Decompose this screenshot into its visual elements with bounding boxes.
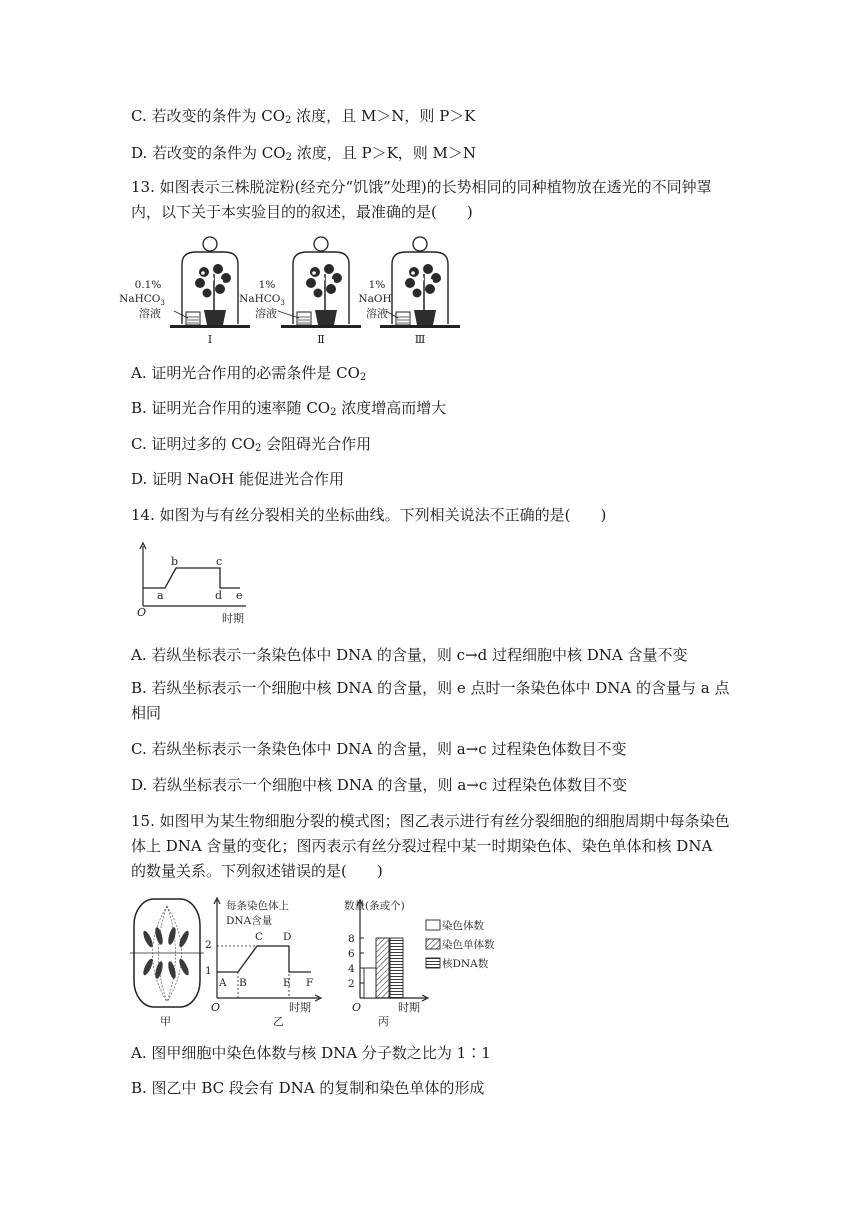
- q15-figure-jia: [128, 894, 208, 1030]
- fig-jia-caption: 甲: [160, 1015, 171, 1028]
- fig-yi-point-C: C: [255, 931, 264, 943]
- fig-bing-ytick-2: 2: [348, 978, 355, 990]
- bell-jar-2: [281, 237, 361, 328]
- fig-yi-origin: O: [211, 1001, 221, 1014]
- q14-xlabel: 时期: [222, 612, 244, 625]
- legend-chromatid: 染色单体数: [442, 939, 495, 951]
- q13-option-d: D. 证明 NaOH 能促进光合作用: [131, 470, 345, 488]
- fig-bing-ytick-4: 4: [348, 963, 355, 975]
- q14-point-a: a: [157, 589, 164, 602]
- q15-option-b: B. 图乙中 BC 段会有 DNA 的复制和染色单体的形成: [131, 1079, 485, 1097]
- jar1-liquid: 溶液: [139, 307, 161, 320]
- q14-stem: 14. 如图为与有丝分裂相关的坐标曲线。下列相关说法不正确的是( ): [131, 506, 607, 524]
- fig-yi-point-E: E: [283, 977, 291, 989]
- fig-bing-bar-3: [390, 938, 403, 998]
- fig-bing-ytick-6: 6: [348, 948, 355, 960]
- jar1-pct: 0.1%: [134, 279, 162, 291]
- q13-option-b: B. 证明光合作用的速率随 $CO_2$ 浓度增高而增大: [131, 399, 447, 418]
- legend-swatch-chromosome: [426, 920, 440, 930]
- jar2-pct: 1%: [258, 279, 276, 291]
- q14-option-c: C. 若纵坐标表示一条染色体中 DNA 的含量，则 a→c 过程染色体数目不变: [131, 740, 627, 758]
- legend-nuclear-dna: 核DNA数: [442, 958, 489, 970]
- fig-bing-caption: 丙: [378, 1015, 389, 1028]
- fig-bing-bar-2: [376, 938, 389, 998]
- fig-yi-ytick-1: 1: [205, 965, 212, 977]
- q12-option-d: D. 若改变的条件为 $CO_2$ 浓度，且 P＞K，则 M＞N: [131, 144, 477, 163]
- legend-swatch-chromatid: [426, 939, 440, 949]
- fig-yi-ylabel2: DNA含量: [226, 915, 273, 927]
- fig-yi-caption: 乙: [273, 1015, 284, 1028]
- q15-figure-bing: [338, 894, 513, 1030]
- q13-stem: 13. 如图表示三株脱淀粉(经充分“饥饿”处理)的长势相同的同种植物放在透光的不同钟罩内，以下关于本实验目的的叙述，最准确的是( ): [131, 178, 712, 221]
- q12-option-c: C. 若改变的条件为 $CO_2$ 浓度，且 M＞N，则 P＞K: [131, 107, 476, 126]
- jar3-liquid: 溶液: [366, 307, 388, 320]
- jar3-chem: NaOH: [358, 293, 392, 305]
- jar2-roman: Ⅱ: [317, 333, 325, 346]
- fig-bing-origin: O: [352, 1001, 362, 1014]
- q14-option-d: D. 若纵坐标表示一个细胞中核 DNA 的含量，则 a→c 过程染色体数目不变: [131, 776, 627, 794]
- q13-bell-jar-figure: [119, 232, 468, 350]
- q15-option-a: A. 图甲细胞中染色体数与核 DNA 分子数之比为 1∶1: [131, 1044, 491, 1062]
- q13-option-a: A. 证明光合作用的必需条件是 $CO_2$: [131, 364, 367, 383]
- q15-stem: 15. 如图甲为某生物细胞分裂的模式图；图乙表示进行有丝分裂细胞的细胞周期中每条染色体上 DNA 含量的变化；图丙表示有丝分裂过程中某一时期染色体、染色单体和核 DNA 的数量关系。下列叙述错误的是( ): [131, 812, 730, 880]
- q14-option-a: A. 若纵坐标表示一条染色体中 DNA 的含量，则 c→d 过程细胞中核 DNA 含量不变: [131, 646, 688, 664]
- fig-yi-ytick-2: 2: [205, 939, 212, 951]
- q14-option-b: B. 若纵坐标表示一个细胞中核 DNA 的含量，则 e 点时一条染色体中 DNA 的含量与 a 点相同: [131, 679, 730, 722]
- legend-chromosome: 染色体数: [442, 920, 484, 932]
- jar2-liquid: 溶液: [255, 307, 277, 320]
- q14-point-d: d: [215, 589, 223, 602]
- fig-yi-point-D: D: [283, 931, 292, 943]
- q14-point-b: b: [171, 555, 179, 568]
- jar1-chem: NaHCO$_3$: [119, 293, 165, 307]
- q14-curve: [143, 568, 240, 588]
- q14-point-e: e: [236, 589, 243, 602]
- fig-yi-xlabel: 时期: [289, 1001, 311, 1014]
- fig-bing-ylabel: 数量(条或个): [344, 900, 405, 912]
- q14-origin: O: [137, 606, 147, 619]
- fig-yi-point-F: F: [306, 977, 314, 989]
- bell-jar-1: [170, 237, 250, 328]
- jar3-pct: 1%: [368, 279, 386, 291]
- jar3-roman: Ⅲ: [414, 333, 426, 346]
- fig-yi-ylabel1: 每条染色体上: [226, 900, 289, 912]
- fig-bing-xlabel: 时期: [398, 1001, 420, 1014]
- jar2-chem: NaHCO$_3$: [239, 293, 285, 307]
- q13-option-c: C. 证明过多的 $CO_2$ 会阻碍光合作用: [131, 435, 372, 454]
- q14-coordinate-figure: [128, 540, 258, 630]
- q14-point-c: c: [216, 555, 223, 568]
- legend-swatch-nuclear-dna: [426, 958, 440, 968]
- fig-bing-bar-1: [364, 968, 376, 998]
- jar1-roman: Ⅰ: [207, 333, 213, 346]
- fig-yi-point-B: B: [239, 977, 247, 989]
- fig-yi-curve: [217, 946, 311, 972]
- fig-bing-ytick-8: 8: [348, 933, 355, 945]
- q15-figure-yi: [205, 894, 330, 1030]
- fig-yi-point-A: A: [219, 977, 227, 989]
